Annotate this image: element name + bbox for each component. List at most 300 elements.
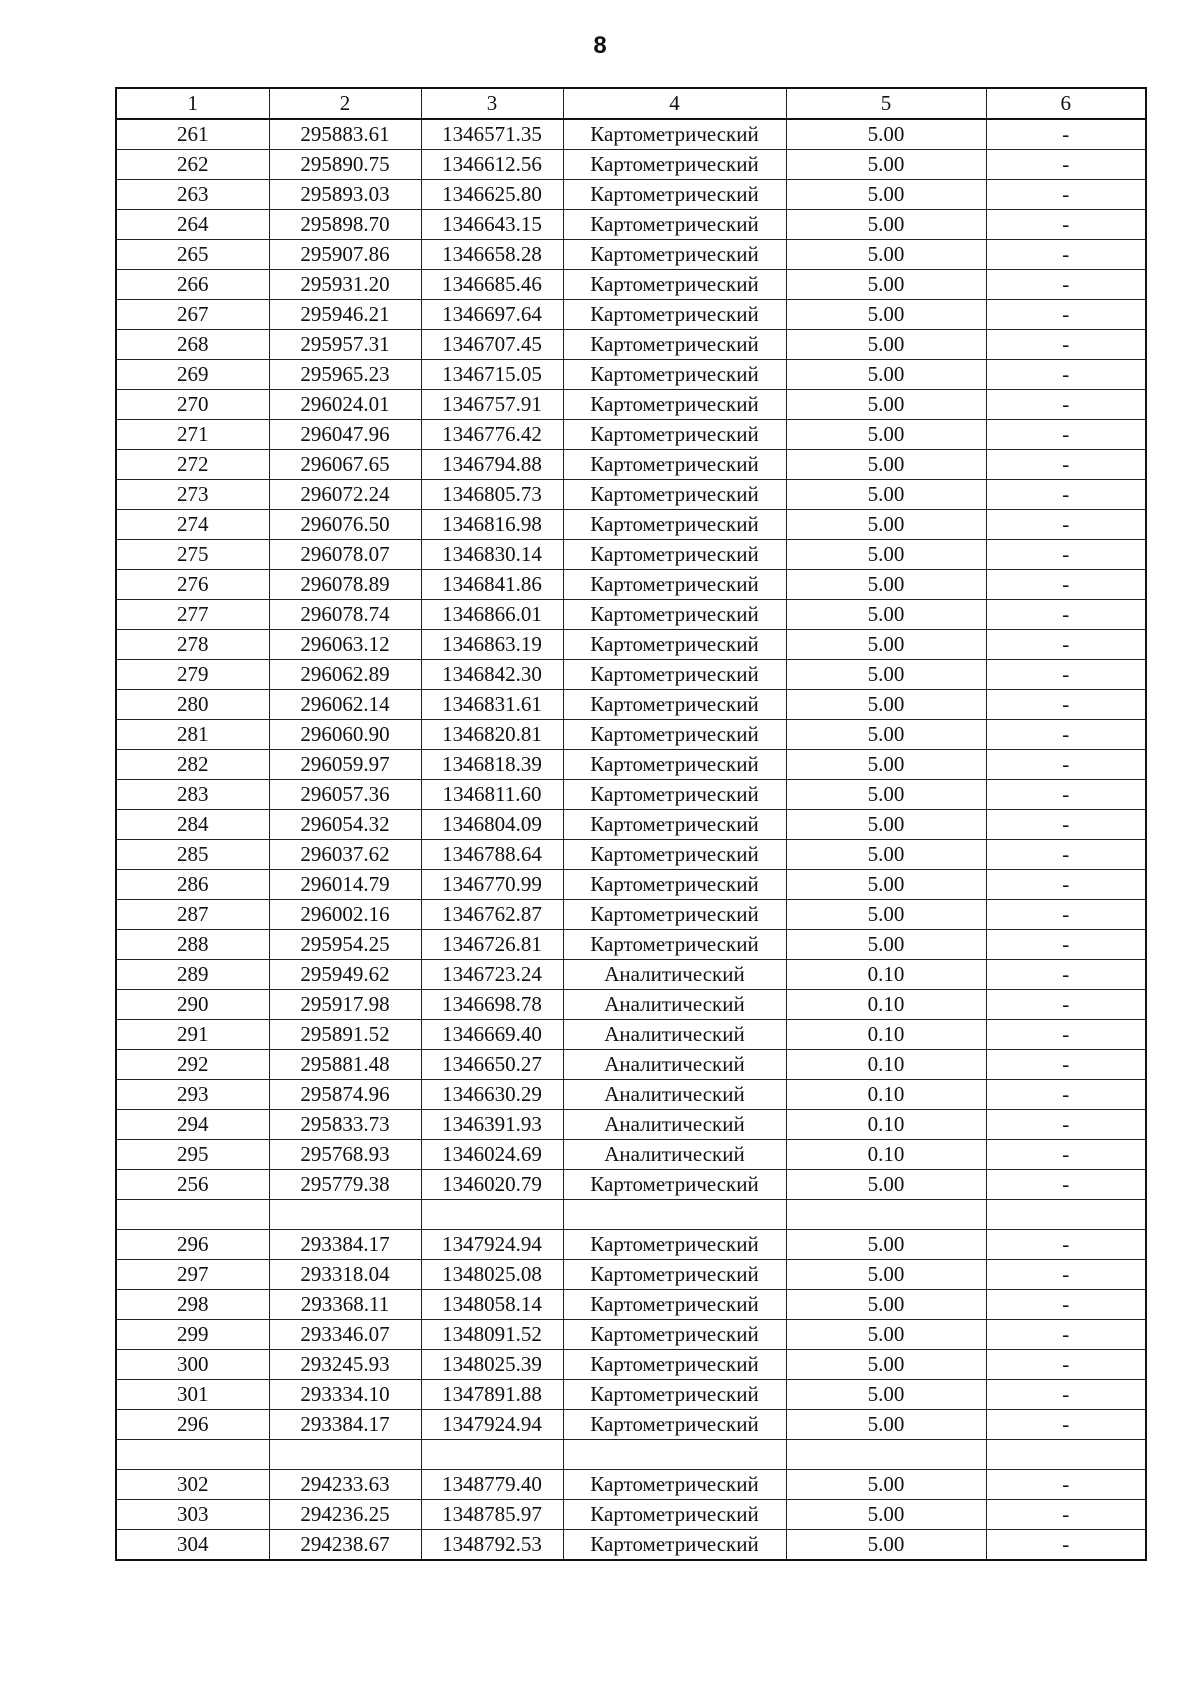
description-cell xyxy=(986,1440,1146,1470)
accuracy-cell: 5.00 xyxy=(786,840,986,870)
description-cell: - xyxy=(986,480,1146,510)
description-cell: - xyxy=(986,1320,1146,1350)
y-coordinate-cell: 1346698.78 xyxy=(421,990,563,1020)
table-row xyxy=(116,900,1146,930)
y-coordinate-cell: 1348058.14 xyxy=(421,1290,563,1320)
x-coordinate-cell: 296078.89 xyxy=(269,570,421,600)
point-number-cell: 273 xyxy=(116,480,269,510)
table-row xyxy=(116,1470,1146,1500)
method-cell: Картометрический xyxy=(563,1380,786,1410)
method-cell: Картометрический xyxy=(563,630,786,660)
table-row xyxy=(116,480,1146,510)
x-coordinate-cell: 294233.63 xyxy=(269,1470,421,1500)
method-cell: Картометрический xyxy=(563,810,786,840)
point-number-cell: 292 xyxy=(116,1050,269,1080)
y-coordinate-cell: 1346658.28 xyxy=(421,240,563,270)
accuracy-cell: 5.00 xyxy=(786,720,986,750)
point-number-cell: 294 xyxy=(116,1110,269,1140)
x-coordinate-cell: 296059.97 xyxy=(269,750,421,780)
y-coordinate-cell: 1346625.80 xyxy=(421,180,563,210)
description-cell: - xyxy=(986,780,1146,810)
y-coordinate-cell: 1346794.88 xyxy=(421,450,563,480)
table-row xyxy=(116,690,1146,720)
table-row xyxy=(116,330,1146,360)
accuracy-cell: 5.00 xyxy=(786,600,986,630)
accuracy-cell: 5.00 xyxy=(786,750,986,780)
y-coordinate-cell: 1346571.35 xyxy=(421,119,563,150)
point-number-cell: 283 xyxy=(116,780,269,810)
y-coordinate-cell: 1347891.88 xyxy=(421,1380,563,1410)
table-row xyxy=(116,540,1146,570)
table-row xyxy=(116,1320,1146,1350)
x-coordinate-cell: 296062.89 xyxy=(269,660,421,690)
point-number-cell: 256 xyxy=(116,1170,269,1200)
description-cell: - xyxy=(986,600,1146,630)
x-coordinate-cell: 293245.93 xyxy=(269,1350,421,1380)
x-coordinate-cell: 296037.62 xyxy=(269,840,421,870)
point-number-cell: 284 xyxy=(116,810,269,840)
description-cell: - xyxy=(986,1410,1146,1440)
method-cell: Картометрический xyxy=(563,840,786,870)
method-cell: Картометрический xyxy=(563,690,786,720)
separator-row xyxy=(116,1440,1146,1470)
description-cell: - xyxy=(986,1140,1146,1170)
y-coordinate-cell: 1346863.19 xyxy=(421,630,563,660)
point-number-cell: 297 xyxy=(116,1260,269,1290)
accuracy-cell: 5.00 xyxy=(786,1290,986,1320)
description-cell: - xyxy=(986,1500,1146,1530)
x-coordinate-cell: 293346.07 xyxy=(269,1320,421,1350)
point-number-cell xyxy=(116,1200,269,1230)
y-coordinate-cell: 1346842.30 xyxy=(421,660,563,690)
x-coordinate-cell: 295891.52 xyxy=(269,1020,421,1050)
point-number-cell: 298 xyxy=(116,1290,269,1320)
method-cell: Картометрический xyxy=(563,390,786,420)
point-number-cell: 290 xyxy=(116,990,269,1020)
description-cell: - xyxy=(986,360,1146,390)
point-number-cell: 301 xyxy=(116,1380,269,1410)
description-cell: - xyxy=(986,960,1146,990)
table-row xyxy=(116,1260,1146,1290)
method-cell: Картометрический xyxy=(563,570,786,600)
description-cell: - xyxy=(986,1260,1146,1290)
column-header-2: 2 xyxy=(269,88,421,119)
accuracy-cell: 5.00 xyxy=(786,119,986,150)
x-coordinate-cell: 295874.96 xyxy=(269,1080,421,1110)
table-row xyxy=(116,1500,1146,1530)
accuracy-cell: 5.00 xyxy=(786,690,986,720)
description-cell: - xyxy=(986,119,1146,150)
x-coordinate-cell: 295946.21 xyxy=(269,300,421,330)
column-header-1: 1 xyxy=(116,88,269,119)
method-cell xyxy=(563,1200,786,1230)
x-coordinate-cell: 296014.79 xyxy=(269,870,421,900)
method-cell: Картометрический xyxy=(563,1530,786,1561)
x-coordinate-cell: 295890.75 xyxy=(269,150,421,180)
accuracy-cell: 5.00 xyxy=(786,780,986,810)
method-cell: Аналитический xyxy=(563,1110,786,1140)
description-cell: - xyxy=(986,270,1146,300)
column-header-5: 5 xyxy=(786,88,986,119)
y-coordinate-cell xyxy=(421,1440,563,1470)
y-coordinate-cell: 1348792.53 xyxy=(421,1530,563,1561)
table-row xyxy=(116,780,1146,810)
description-cell: - xyxy=(986,450,1146,480)
point-number-cell: 287 xyxy=(116,900,269,930)
x-coordinate-cell xyxy=(269,1200,421,1230)
table-row xyxy=(116,150,1146,180)
x-coordinate-cell: 295881.48 xyxy=(269,1050,421,1080)
table-row xyxy=(116,1170,1146,1200)
method-cell: Аналитический xyxy=(563,1050,786,1080)
x-coordinate-cell: 295965.23 xyxy=(269,360,421,390)
point-number-cell: 262 xyxy=(116,150,269,180)
point-number-cell: 276 xyxy=(116,570,269,600)
method-cell: Аналитический xyxy=(563,960,786,990)
point-number-cell: 274 xyxy=(116,510,269,540)
table-row xyxy=(116,870,1146,900)
accuracy-cell: 0.10 xyxy=(786,990,986,1020)
table-row xyxy=(116,750,1146,780)
accuracy-cell: 5.00 xyxy=(786,510,986,540)
accuracy-cell: 5.00 xyxy=(786,1530,986,1561)
point-number-cell: 267 xyxy=(116,300,269,330)
x-coordinate-cell: 295833.73 xyxy=(269,1110,421,1140)
table-row xyxy=(116,1290,1146,1320)
x-coordinate-cell: 294238.67 xyxy=(269,1530,421,1561)
y-coordinate-cell: 1346669.40 xyxy=(421,1020,563,1050)
table-row xyxy=(116,960,1146,990)
method-cell: Картометрический xyxy=(563,900,786,930)
y-coordinate-cell: 1346726.81 xyxy=(421,930,563,960)
table-row xyxy=(116,1050,1146,1080)
x-coordinate-cell: 296002.16 xyxy=(269,900,421,930)
x-coordinate-cell: 296060.90 xyxy=(269,720,421,750)
table-body xyxy=(116,119,1146,1560)
table-row xyxy=(116,630,1146,660)
table-row xyxy=(116,119,1146,150)
x-coordinate-cell: 295779.38 xyxy=(269,1170,421,1200)
table-row xyxy=(116,600,1146,630)
accuracy-cell: 0.10 xyxy=(786,1020,986,1050)
accuracy-cell: 5.00 xyxy=(786,1500,986,1530)
y-coordinate-cell: 1346831.61 xyxy=(421,690,563,720)
y-coordinate-cell: 1348091.52 xyxy=(421,1320,563,1350)
method-cell: Картометрический xyxy=(563,150,786,180)
table-row xyxy=(116,510,1146,540)
accuracy-cell: 5.00 xyxy=(786,900,986,930)
table-row xyxy=(116,840,1146,870)
y-coordinate-cell: 1346816.98 xyxy=(421,510,563,540)
column-header-3: 3 xyxy=(421,88,563,119)
point-number-cell: 300 xyxy=(116,1350,269,1380)
x-coordinate-cell: 296024.01 xyxy=(269,390,421,420)
point-number-cell: 281 xyxy=(116,720,269,750)
method-cell: Картометрический xyxy=(563,450,786,480)
point-number-cell: 286 xyxy=(116,870,269,900)
method-cell: Картометрический xyxy=(563,330,786,360)
accuracy-cell: 5.00 xyxy=(786,930,986,960)
y-coordinate-cell: 1346697.64 xyxy=(421,300,563,330)
x-coordinate-cell: 295883.61 xyxy=(269,119,421,150)
point-number-cell: 282 xyxy=(116,750,269,780)
point-number-cell: 296 xyxy=(116,1410,269,1440)
description-cell: - xyxy=(986,810,1146,840)
y-coordinate-cell: 1346643.15 xyxy=(421,210,563,240)
x-coordinate-cell: 293334.10 xyxy=(269,1380,421,1410)
description-cell: - xyxy=(986,510,1146,540)
method-cell: Аналитический xyxy=(563,1080,786,1110)
point-number-cell: 291 xyxy=(116,1020,269,1050)
method-cell: Картометрический xyxy=(563,270,786,300)
description-cell: - xyxy=(986,420,1146,450)
y-coordinate-cell: 1346715.05 xyxy=(421,360,563,390)
description-cell: - xyxy=(986,300,1146,330)
point-number-cell: 264 xyxy=(116,210,269,240)
method-cell: Картометрический xyxy=(563,510,786,540)
table-row xyxy=(116,360,1146,390)
description-cell: - xyxy=(986,1020,1146,1050)
x-coordinate-cell: 295931.20 xyxy=(269,270,421,300)
table-row xyxy=(116,570,1146,600)
x-coordinate-cell: 296047.96 xyxy=(269,420,421,450)
accuracy-cell: 5.00 xyxy=(786,270,986,300)
point-number-cell: 271 xyxy=(116,420,269,450)
point-number-cell: 289 xyxy=(116,960,269,990)
table-row xyxy=(116,300,1146,330)
point-number-cell: 279 xyxy=(116,660,269,690)
point-number-cell: 277 xyxy=(116,600,269,630)
table-header-row xyxy=(116,88,1146,119)
point-number-cell: 272 xyxy=(116,450,269,480)
table-row xyxy=(116,240,1146,270)
description-cell: - xyxy=(986,720,1146,750)
accuracy-cell: 0.10 xyxy=(786,960,986,990)
description-cell: - xyxy=(986,840,1146,870)
method-cell: Картометрический xyxy=(563,780,786,810)
accuracy-cell: 5.00 xyxy=(786,630,986,660)
table-row xyxy=(116,390,1146,420)
point-number-cell: 265 xyxy=(116,240,269,270)
point-number-cell: 302 xyxy=(116,1470,269,1500)
accuracy-cell: 5.00 xyxy=(786,1350,986,1380)
method-cell: Картометрический xyxy=(563,360,786,390)
point-number-cell: 288 xyxy=(116,930,269,960)
point-number-cell: 261 xyxy=(116,119,269,150)
accuracy-cell xyxy=(786,1200,986,1230)
y-coordinate-cell: 1346820.81 xyxy=(421,720,563,750)
column-header-6: 6 xyxy=(986,88,1146,119)
table-row xyxy=(116,1350,1146,1380)
x-coordinate-cell: 295957.31 xyxy=(269,330,421,360)
point-number-cell: 278 xyxy=(116,630,269,660)
description-cell: - xyxy=(986,1110,1146,1140)
coordinates-table xyxy=(115,87,1147,1561)
description-cell: - xyxy=(986,660,1146,690)
y-coordinate-cell: 1346818.39 xyxy=(421,750,563,780)
accuracy-cell: 5.00 xyxy=(786,1260,986,1290)
point-number-cell: 303 xyxy=(116,1500,269,1530)
y-coordinate-cell: 1346762.87 xyxy=(421,900,563,930)
accuracy-cell: 5.00 xyxy=(786,570,986,600)
point-number-cell: 275 xyxy=(116,540,269,570)
point-number-cell: 270 xyxy=(116,390,269,420)
method-cell: Картометрический xyxy=(563,300,786,330)
method-cell: Картометрический xyxy=(563,420,786,450)
y-coordinate-cell: 1346770.99 xyxy=(421,870,563,900)
accuracy-cell: 0.10 xyxy=(786,1110,986,1140)
x-coordinate-cell: 293318.04 xyxy=(269,1260,421,1290)
accuracy-cell: 5.00 xyxy=(786,180,986,210)
x-coordinate-cell: 293384.17 xyxy=(269,1410,421,1440)
method-cell: Картометрический xyxy=(563,1470,786,1500)
point-number-cell: 266 xyxy=(116,270,269,300)
y-coordinate-cell: 1346650.27 xyxy=(421,1050,563,1080)
y-coordinate-cell: 1348025.39 xyxy=(421,1350,563,1380)
description-cell: - xyxy=(986,1080,1146,1110)
method-cell: Картометрический xyxy=(563,480,786,510)
description-cell: - xyxy=(986,1530,1146,1561)
description-cell xyxy=(986,1200,1146,1230)
y-coordinate-cell xyxy=(421,1200,563,1230)
point-number-cell: 293 xyxy=(116,1080,269,1110)
description-cell: - xyxy=(986,870,1146,900)
method-cell xyxy=(563,1440,786,1470)
table-row xyxy=(116,1410,1146,1440)
method-cell: Картометрический xyxy=(563,210,786,240)
y-coordinate-cell: 1346707.45 xyxy=(421,330,563,360)
description-cell: - xyxy=(986,1230,1146,1260)
table-row xyxy=(116,990,1146,1020)
accuracy-cell: 5.00 xyxy=(786,810,986,840)
x-coordinate-cell: 296078.74 xyxy=(269,600,421,630)
description-cell: - xyxy=(986,630,1146,660)
x-coordinate-cell xyxy=(269,1440,421,1470)
table-row xyxy=(116,1110,1146,1140)
y-coordinate-cell: 1348785.97 xyxy=(421,1500,563,1530)
accuracy-cell: 5.00 xyxy=(786,1380,986,1410)
method-cell: Картометрический xyxy=(563,660,786,690)
description-cell: - xyxy=(986,540,1146,570)
accuracy-cell: 5.00 xyxy=(786,1230,986,1260)
y-coordinate-cell: 1347924.94 xyxy=(421,1410,563,1440)
accuracy-cell: 5.00 xyxy=(786,1410,986,1440)
description-cell: - xyxy=(986,1290,1146,1320)
accuracy-cell: 5.00 xyxy=(786,210,986,240)
accuracy-cell: 5.00 xyxy=(786,660,986,690)
accuracy-cell: 5.00 xyxy=(786,330,986,360)
y-coordinate-cell: 1346723.24 xyxy=(421,960,563,990)
method-cell: Картометрический xyxy=(563,870,786,900)
separator-row xyxy=(116,1200,1146,1230)
point-number-cell: 285 xyxy=(116,840,269,870)
accuracy-cell xyxy=(786,1440,986,1470)
x-coordinate-cell: 296063.12 xyxy=(269,630,421,660)
x-coordinate-cell: 295949.62 xyxy=(269,960,421,990)
accuracy-cell: 5.00 xyxy=(786,1170,986,1200)
accuracy-cell: 0.10 xyxy=(786,1050,986,1080)
method-cell: Картометрический xyxy=(563,1170,786,1200)
method-cell: Картометрический xyxy=(563,750,786,780)
point-number-cell xyxy=(116,1440,269,1470)
table-row xyxy=(116,180,1146,210)
table-row xyxy=(116,930,1146,960)
y-coordinate-cell: 1346804.09 xyxy=(421,810,563,840)
y-coordinate-cell: 1346776.42 xyxy=(421,420,563,450)
accuracy-cell: 0.10 xyxy=(786,1080,986,1110)
accuracy-cell: 5.00 xyxy=(786,390,986,420)
description-cell: - xyxy=(986,570,1146,600)
description-cell: - xyxy=(986,330,1146,360)
accuracy-cell: 5.00 xyxy=(786,450,986,480)
x-coordinate-cell: 296067.65 xyxy=(269,450,421,480)
x-coordinate-cell: 296057.36 xyxy=(269,780,421,810)
method-cell: Картометрический xyxy=(563,930,786,960)
point-number-cell: 304 xyxy=(116,1530,269,1561)
y-coordinate-cell: 1346391.93 xyxy=(421,1110,563,1140)
y-coordinate-cell: 1348025.08 xyxy=(421,1260,563,1290)
y-coordinate-cell: 1346020.79 xyxy=(421,1170,563,1200)
description-cell: - xyxy=(986,240,1146,270)
x-coordinate-cell: 296072.24 xyxy=(269,480,421,510)
y-coordinate-cell: 1346024.69 xyxy=(421,1140,563,1170)
accuracy-cell: 5.00 xyxy=(786,240,986,270)
description-cell: - xyxy=(986,1380,1146,1410)
method-cell: Картометрический xyxy=(563,1410,786,1440)
x-coordinate-cell: 296062.14 xyxy=(269,690,421,720)
description-cell: - xyxy=(986,750,1146,780)
method-cell: Картометрический xyxy=(563,180,786,210)
y-coordinate-cell: 1346841.86 xyxy=(421,570,563,600)
x-coordinate-cell: 293368.11 xyxy=(269,1290,421,1320)
x-coordinate-cell: 296054.32 xyxy=(269,810,421,840)
method-cell: Картометрический xyxy=(563,1260,786,1290)
y-coordinate-cell: 1346788.64 xyxy=(421,840,563,870)
method-cell: Картометрический xyxy=(563,1500,786,1530)
description-cell: - xyxy=(986,180,1146,210)
y-coordinate-cell: 1346811.60 xyxy=(421,780,563,810)
column-header-4: 4 xyxy=(563,88,786,119)
table-row xyxy=(116,1530,1146,1561)
table-row xyxy=(116,810,1146,840)
accuracy-cell: 5.00 xyxy=(786,1320,986,1350)
table-row xyxy=(116,210,1146,240)
accuracy-cell: 5.00 xyxy=(786,1470,986,1500)
table-row xyxy=(116,1080,1146,1110)
accuracy-cell: 5.00 xyxy=(786,420,986,450)
method-cell: Картометрический xyxy=(563,1320,786,1350)
y-coordinate-cell: 1346830.14 xyxy=(421,540,563,570)
table-row xyxy=(116,660,1146,690)
table-row xyxy=(116,1020,1146,1050)
method-cell: Картометрический xyxy=(563,600,786,630)
y-coordinate-cell: 1347924.94 xyxy=(421,1230,563,1260)
method-cell: Аналитический xyxy=(563,990,786,1020)
accuracy-cell: 5.00 xyxy=(786,360,986,390)
method-cell: Картометрический xyxy=(563,540,786,570)
description-cell: - xyxy=(986,1470,1146,1500)
description-cell: - xyxy=(986,1350,1146,1380)
x-coordinate-cell: 296076.50 xyxy=(269,510,421,540)
x-coordinate-cell: 294236.25 xyxy=(269,1500,421,1530)
point-number-cell: 296 xyxy=(116,1230,269,1260)
method-cell: Картометрический xyxy=(563,720,786,750)
x-coordinate-cell: 295768.93 xyxy=(269,1140,421,1170)
description-cell: - xyxy=(986,390,1146,420)
table-row xyxy=(116,1380,1146,1410)
description-cell: - xyxy=(986,1170,1146,1200)
point-number-cell: 268 xyxy=(116,330,269,360)
